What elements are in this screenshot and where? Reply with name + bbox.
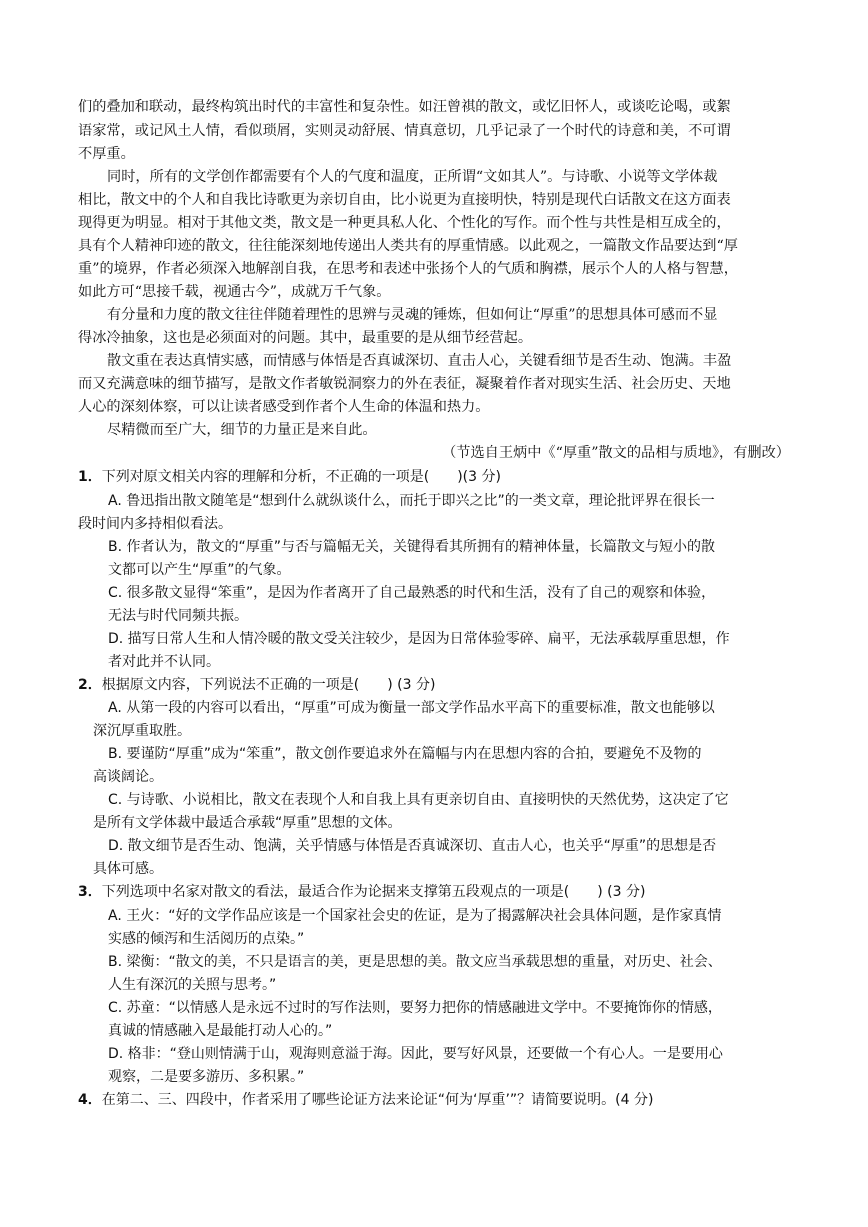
passage-line: 重”的境界，作者必须深入地解剖自我，在思考和表述中张扬个人的气质和胸襟，展示个人的人格与智慧， bbox=[78, 261, 738, 277]
passage-line: 得冰冷抽象，这也是必须面对的问题。其中，最重要的是从细节经营起。 bbox=[78, 330, 533, 346]
option-b-cont: 文都可以产生“厚重”的气象。 bbox=[108, 562, 291, 578]
question-stem: 根据原文内容，下列说法不正确的一项是( ) (3 分) bbox=[101, 677, 436, 693]
passage-line: 而又充满意味的细节描写，是散文作者敏锐洞察力的外在表征，凝聚着作者对现实生活、社会历史、天地 bbox=[78, 376, 731, 392]
option-a-cont: 段时间内多持相似看法。 bbox=[78, 516, 232, 532]
question-stem: 在第二、三、四段中，作者采用了哪些论证方法来论证“何为‘厚重’”？请简要说明。(4 分) bbox=[101, 1092, 654, 1108]
passage-line: 语家常，或记风土人情，看似琐屑，实则灵动舒展、情真意切，几乎记录了一个时代的诗意和美，不可谓 bbox=[78, 123, 731, 139]
passage-line: 们的叠加和联动，最终构筑出时代的丰富性和复杂性。如汪曾祺的散文，或忆旧怀人，或谈吃论喝，或絮 bbox=[78, 99, 731, 115]
option-d-cont: 具体可感。 bbox=[93, 861, 163, 877]
question-3 bbox=[78, 883, 645, 901]
passage-line: 相比，散文中的个人和自我比诗歌更为亲切自由，比小说更为直接明快，特别是现代白话散文在这方面表 bbox=[78, 192, 731, 208]
option-b: B. 要谨防“厚重”成为“笨重”，散文创作要追求外在篇幅与内在思想内容的合拍，要避免不及物的 bbox=[108, 746, 702, 762]
question-stem: 下列选项中名家对散文的看法，最适合作为论据来支撑第五段观点的一项是( ) (3 分) bbox=[101, 884, 646, 900]
option-d-cont: 观察，二是要多游历、多积累。” bbox=[108, 1069, 305, 1085]
option-d: D. 描写日常人生和人情冷暖的散文受关注较少，是因为日常体验零碎、扁平，无法承载厚重思想，作 bbox=[108, 631, 730, 647]
question-1 bbox=[78, 468, 501, 486]
question-2 bbox=[78, 676, 435, 694]
passage-line: 如此方可“思接千载，视通古今”，成就万千气象。 bbox=[78, 284, 391, 300]
question-number: 3． bbox=[78, 884, 102, 900]
passage-line: 有分量和力度的散文往往伴随着理性的思辨与灵魂的锤炼，但如何让“厚重”的思想具体可感而不显 bbox=[107, 307, 718, 323]
option-a-cont: 实感的倾泻和生活阅历的点染。” bbox=[108, 931, 305, 947]
option-b-cont: 高谈阔论。 bbox=[93, 769, 163, 785]
option-c: C. 与诗歌、小说相比，散文在表现个人和自我上具有更亲切自由、直接明快的天然优势，这决定了它 bbox=[108, 792, 729, 808]
option-d: D. 格非：“登山则情满于山，观海则意溢于海。因此，要写好风景，还要做一个有心人。一是要用心 bbox=[108, 1046, 723, 1062]
option-c-cont: 无法与时代同频共振。 bbox=[108, 608, 248, 624]
option-c: C. 苏童：“以情感人是永远不过时的写作法则，要努力把你的情感融进文学中。不要掩饰你的情感， bbox=[108, 1000, 722, 1016]
option-a: A. 鲁迅指出散文随笔是“想到什么就纵谈什么，而托于即兴之比”的一类文章，理论批评界在很长一 bbox=[108, 493, 715, 509]
option-c: C. 很多散文显得“笨重”，是因为作者离开了自己最熟悉的时代和生活，没有了自己的观察和体验， bbox=[108, 585, 716, 601]
option-a: A. 从第一段的内容可以看出，“厚重”可成为衡量一部文学作品水平高下的重要标准，散文也能够以 bbox=[108, 700, 715, 716]
option-b: B. 梁衡：“散文的美，不只是语言的美，更是思想的美。散文应当承载思想的重量，对历史、社会、 bbox=[108, 954, 722, 970]
option-a: A. 王火：“好的文学作品应该是一个国家社会史的佐证，是为了揭露解决社会具体问题，是作家真情 bbox=[108, 908, 722, 924]
question-number: 1． bbox=[78, 469, 102, 485]
passage-line: 尽精微而至广大，细节的力量正是来自此。 bbox=[107, 422, 377, 438]
option-a-cont: 深沉厚重取胜。 bbox=[93, 723, 191, 739]
option-b: B. 作者认为，散文的“厚重”与否与篇幅无关，关键得看其所拥有的精神体量，长篇散文与短小的散 bbox=[108, 539, 716, 555]
option-b-cont: 人生有深沉的关照与思考。” bbox=[108, 977, 277, 993]
question-number: 4． bbox=[78, 1092, 102, 1108]
passage-line: 同时，所有的文学创作都需要有个人的气度和温度，正所谓“文如其人”。与诗歌、小说等文学体裁 bbox=[107, 169, 718, 185]
option-d: D. 散文细节是否生动、饱满，关乎情感与体悟是否真诚深切、直击人心，也关乎“厚重”的思想是否 bbox=[108, 838, 717, 854]
option-c-cont: 真诚的情感融入是最能打动人心的。” bbox=[108, 1023, 333, 1039]
passage-line: 不厚重。 bbox=[78, 146, 135, 162]
passage-line: 散文重在表达真情实感，而情感与体悟是否真诚深切、直击人心，关键看细节是否生动、饱满。丰盈 bbox=[107, 353, 732, 369]
passage-source: （节选自王炳中《“厚重”散文的品相与质地》，有删改） bbox=[442, 445, 790, 461]
question-stem: 下列对原文相关内容的理解和分析，不正确的一项是( )(3 分) bbox=[101, 469, 501, 485]
passage-line: 人心的深刻体察，可以让读者感受到作者个人生命的体温和热力。 bbox=[78, 399, 490, 415]
option-c-cont: 是所有文学体裁中最适合承载“厚重”思想的文体。 bbox=[93, 815, 402, 831]
passage-line: 具有个人精神印迹的散文，往往能深刻地传递出人类共有的厚重情感。以此观之，一篇散文作品要达到“厚 bbox=[78, 238, 738, 254]
passage-line: 现得更为明显。相对于其他文类，散文是一种更具私人化、个性化的写作。而个性与共性是相互成全的， bbox=[78, 215, 731, 231]
question-number: 2． bbox=[78, 677, 102, 693]
question-4 bbox=[78, 1091, 653, 1109]
option-d-cont: 者对此并不认同。 bbox=[108, 654, 220, 670]
